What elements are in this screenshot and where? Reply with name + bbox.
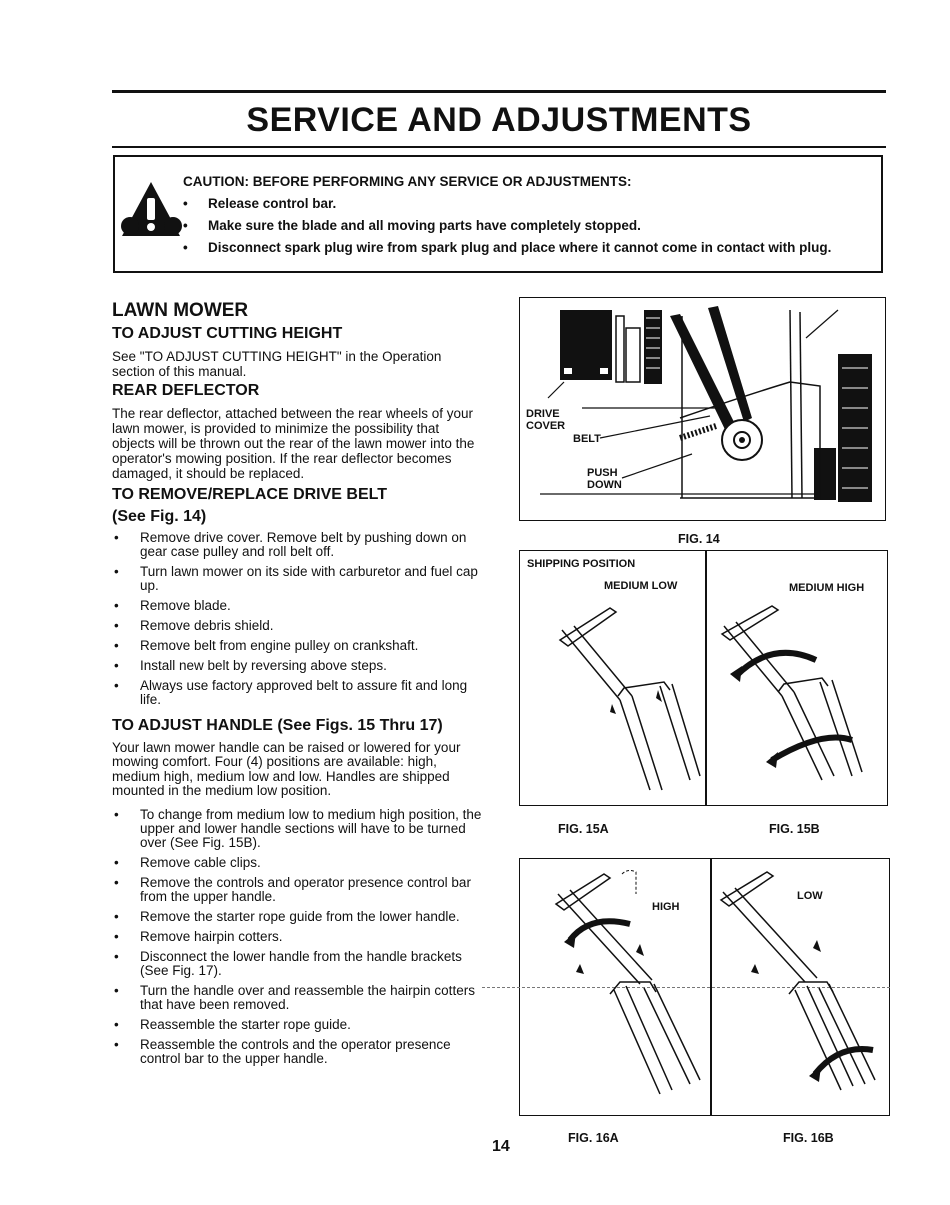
fig15b-medium-high-label: MEDIUM HIGH bbox=[789, 582, 865, 594]
page-title: SERVICE AND ADJUSTMENTS bbox=[246, 101, 752, 139]
fig16b-low-label: LOW bbox=[797, 890, 823, 902]
list-item: • Turn lawn mower on its side with carburetor and fuel cap up. bbox=[112, 565, 482, 593]
list-item: • Remove blade. bbox=[112, 599, 482, 613]
list-item: • Remove hairpin cotters. bbox=[112, 930, 482, 944]
fig-15b-caption: FIG. 15B bbox=[769, 822, 820, 836]
list-item: • Reassemble the controls and the operator presence control bar to the upper handle. bbox=[112, 1038, 482, 1066]
fig15a-medium-low-label: MEDIUM LOW bbox=[604, 580, 678, 592]
fig14-label-push: PUSH bbox=[587, 467, 618, 479]
list-item: • Disconnect the lower handle from the handle brackets (See Fig. 17). bbox=[112, 950, 482, 978]
drive-belt-subheading: (See Fig. 14) bbox=[112, 508, 207, 525]
caution-item: • Make sure the blade and all moving parts have completely stopped. bbox=[183, 218, 641, 233]
list-item: • Turn the handle over and reassemble the hairpin cotters that have been removed. bbox=[112, 984, 482, 1012]
caution-item: • Disconnect spark plug wire from spark plug and place where it cannot come in contact with plug. bbox=[183, 240, 832, 255]
list-item: • To change from medium low to medium high position, the upper and lower handle sections will have to be turned over (See Fig. 15B). bbox=[112, 808, 482, 850]
list-item: • Remove debris shield. bbox=[112, 619, 482, 633]
fig16a-high-label: HIGH bbox=[652, 901, 680, 913]
heading-rear-deflector: REAR DEFLECTOR bbox=[112, 382, 260, 399]
handle-medium-high-illustration bbox=[712, 600, 882, 800]
cutting-height-text: See "TO ADJUST CUTTING HEIGHT" in the Operation section of this manual. bbox=[112, 349, 442, 379]
list-item: • Remove cable clips. bbox=[112, 856, 482, 870]
heading-cutting-height: TO ADJUST CUTTING HEIGHT bbox=[112, 325, 343, 342]
fig14-label-cover: COVER bbox=[526, 420, 566, 432]
fig-16b-caption: FIG. 16B bbox=[783, 1131, 834, 1145]
rear-deflector-text: The rear deflector, attached between the rear wheels of your lawn mower, is provided to minimize the possibility that objects will be thrown out the rear of the lawn mower into the operator's mowing position. If the rear deflector becomes damaged, it should be replaced. bbox=[112, 406, 475, 481]
caution-box bbox=[113, 155, 883, 273]
list-item: • Remove the starter rope guide from the lower handle. bbox=[112, 910, 482, 924]
list-item: • Install new belt by reversing above steps. bbox=[112, 659, 482, 673]
handle-text: Your lawn mower handle can be raised or lowered for your mowing comfort. Four (4) positions are available: high, medium high, medium low and low. Handles are shipped mounted in the medium low position. bbox=[112, 740, 461, 798]
list-item: • Remove belt from engine pulley on crankshaft. bbox=[112, 639, 482, 653]
list-item: • Reassemble the starter rope guide. bbox=[112, 1018, 482, 1032]
list-item: • Always use factory approved belt to assure fit and long life. bbox=[112, 679, 482, 707]
list-item: • Remove the controls and operator presence control bar from the upper handle. bbox=[112, 876, 482, 904]
heading-drive-belt: TO REMOVE/REPLACE DRIVE BELT bbox=[112, 486, 387, 503]
fig14-label-down: DOWN bbox=[587, 479, 622, 491]
handle-steps bbox=[112, 808, 482, 1066]
fig15-shipping-label: SHIPPING POSITION bbox=[527, 558, 636, 570]
drive-belt-illustration bbox=[520, 298, 885, 520]
caution-heading: CAUTION: BEFORE PERFORMING ANY SERVICE OR ADJUSTMENTS: bbox=[183, 174, 632, 189]
handle-high-illustration bbox=[540, 864, 710, 1104]
header-rule-top bbox=[112, 90, 886, 93]
section-heading-lawn-mower: LAWN MOWER bbox=[112, 300, 249, 321]
fig-16a-caption: FIG. 16A bbox=[568, 1131, 619, 1145]
handle-medium-low-illustration bbox=[540, 600, 710, 800]
fig-15a-caption: FIG. 15A bbox=[558, 822, 609, 836]
heading-adjust-handle: TO ADJUST HANDLE (See Figs. 15 Thru 17) bbox=[112, 717, 443, 734]
drive-belt-steps bbox=[112, 531, 482, 707]
fig-14-caption: FIG. 14 bbox=[678, 532, 720, 546]
list-item: • Remove drive cover. Remove belt by pushing down on gear case pulley and roll belt off. bbox=[112, 531, 482, 559]
header-rule-bottom bbox=[112, 146, 886, 148]
fig14-label-drive: DRIVE bbox=[526, 408, 560, 420]
handle-low-illustration bbox=[715, 864, 885, 1104]
warning-triangle-icon bbox=[120, 180, 182, 238]
caution-item: • Release control bar. bbox=[183, 196, 337, 211]
page-number: 14 bbox=[492, 1138, 510, 1155]
fig14-label-belt: BELT bbox=[573, 433, 601, 445]
